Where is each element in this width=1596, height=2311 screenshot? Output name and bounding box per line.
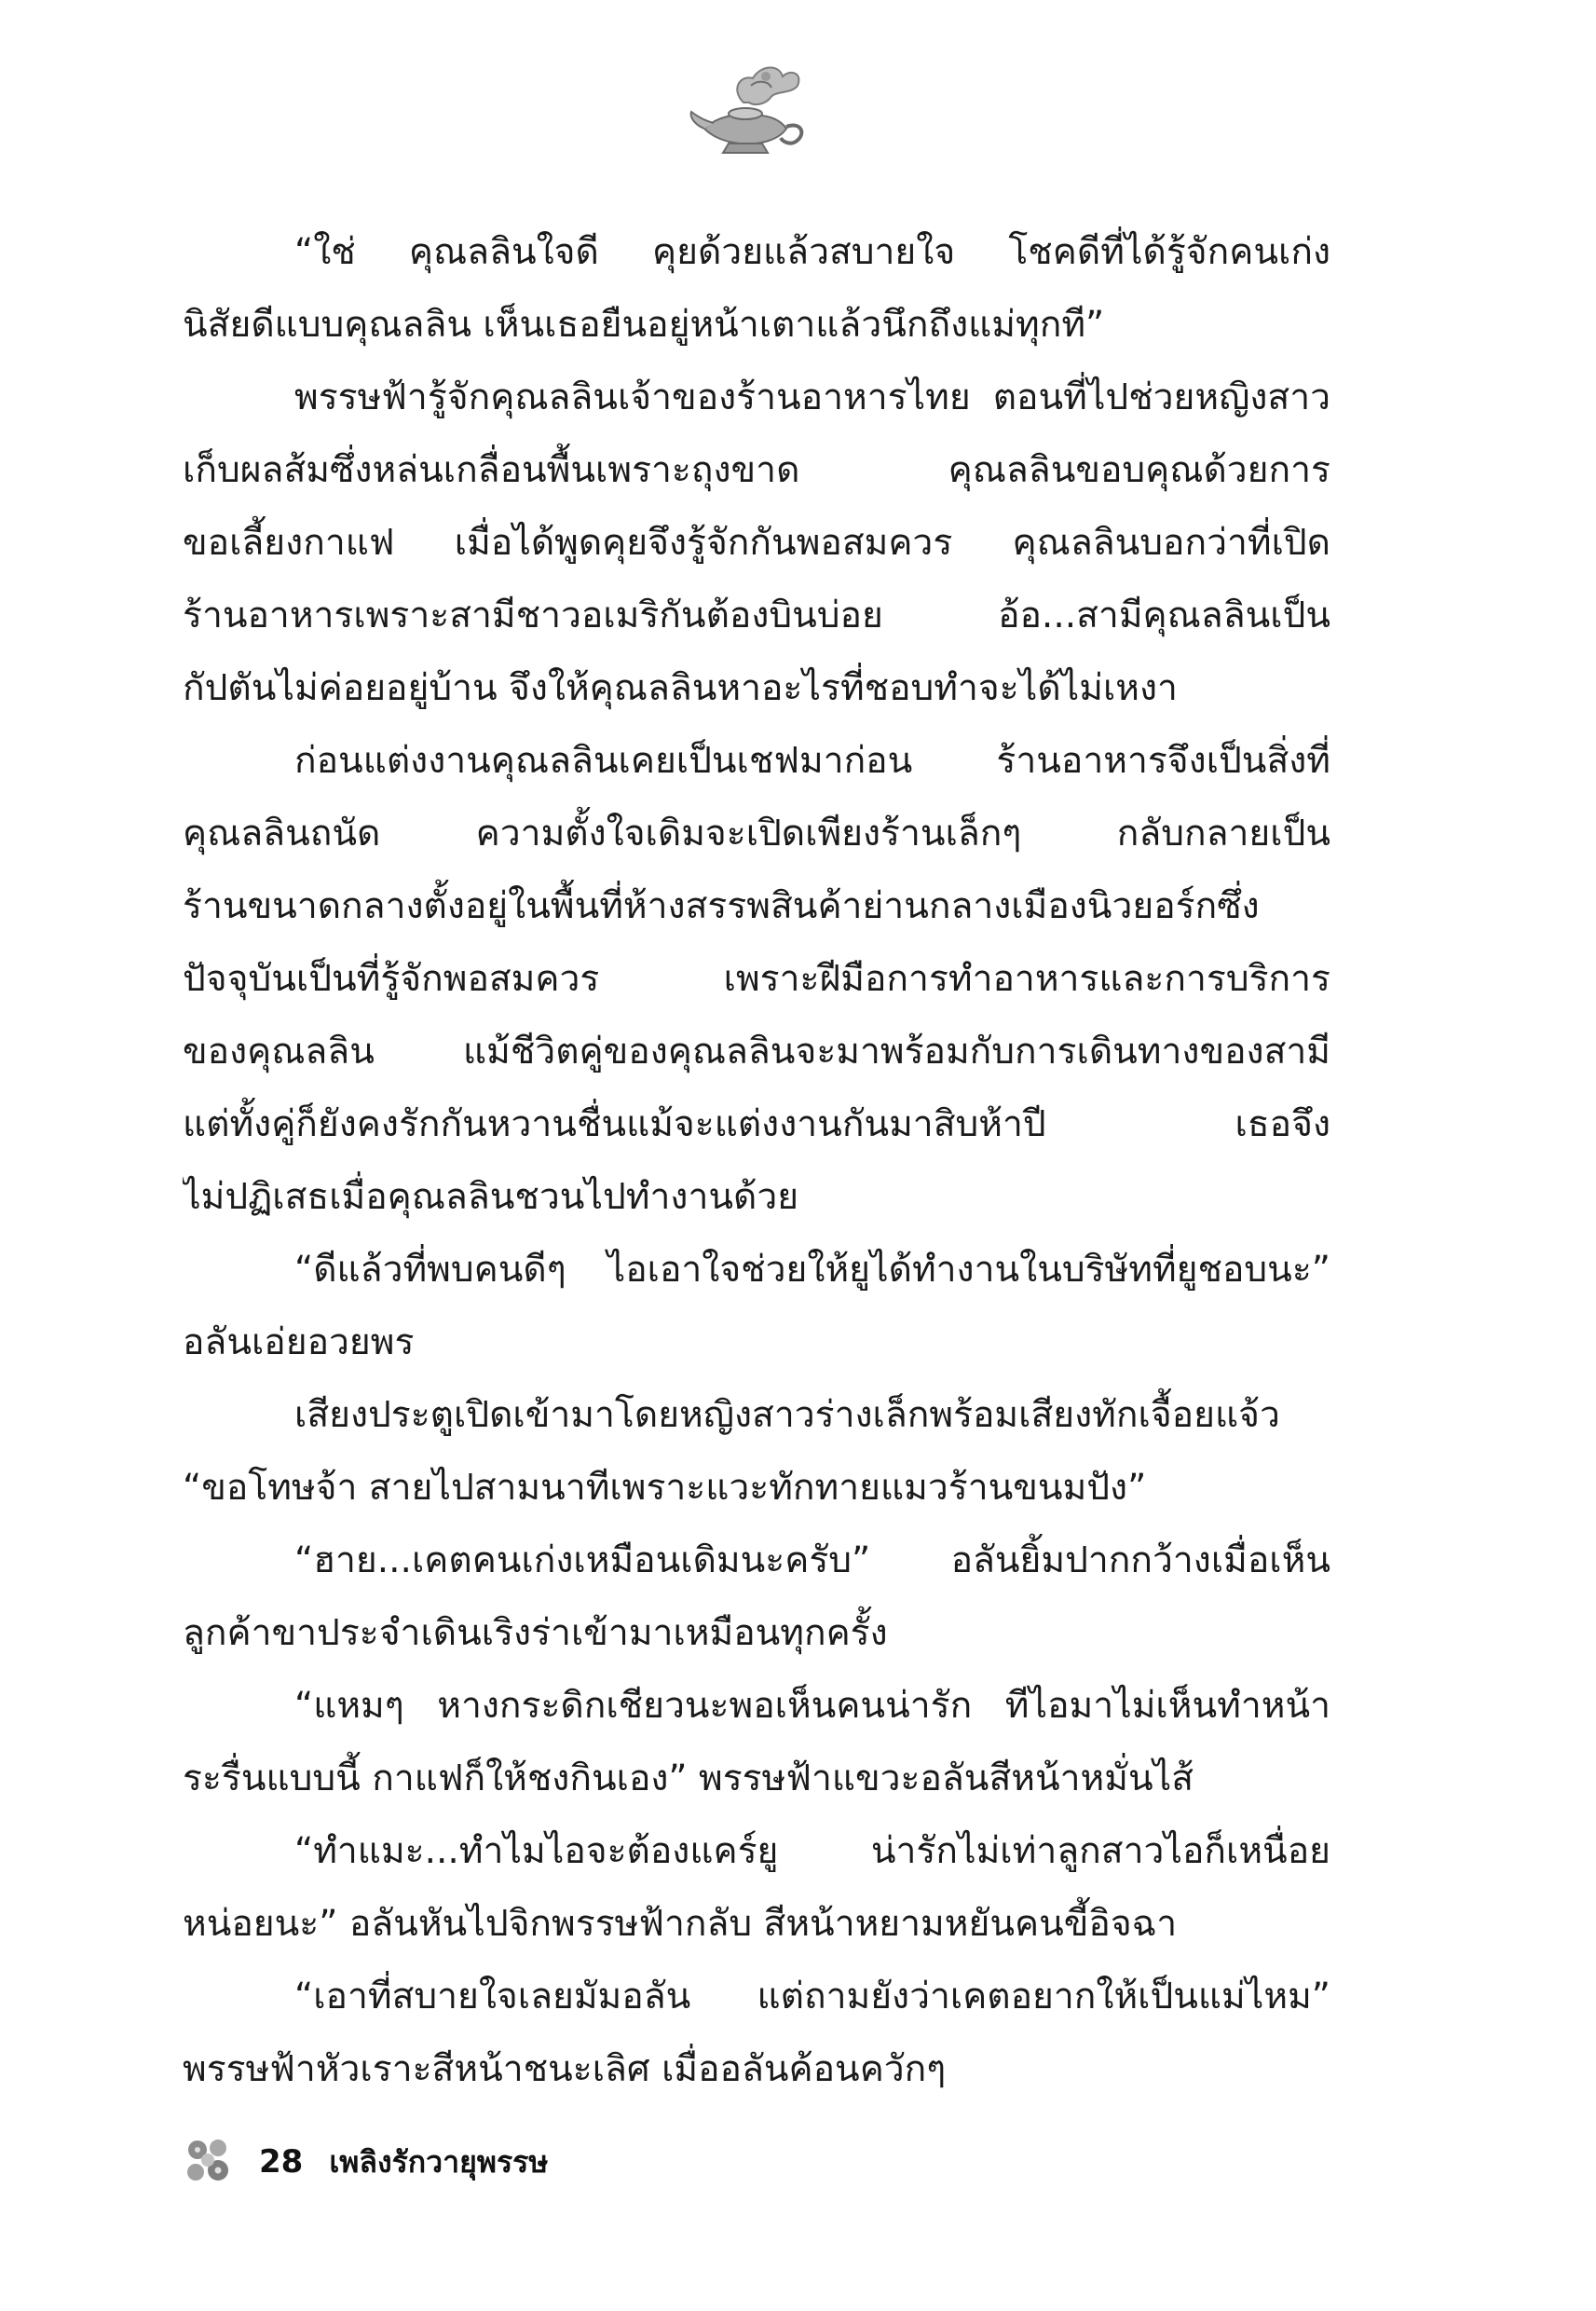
text-line: ปัจจุบันเป็นที่รู้จักพอสมควร เพราะฝีมือการทำอาหารและการบริการ — [183, 958, 1330, 1000]
text-line: เสียงประตูเปิดเข้ามาโดยหญิงสาวร่างเล็กพร้อมเสียงทักเจื้อยแจ้ว — [294, 1394, 1280, 1436]
paragraph-5 — [183, 1379, 1330, 1525]
text-line: “แหมๆ หางกระดิกเชียวนะพอเห็นคนน่ารัก ทีไอมาไม่เห็นทำหน้า — [294, 1685, 1330, 1727]
paragraph-3 — [183, 725, 1330, 1234]
paragraph-6 — [183, 1525, 1330, 1670]
paragraph-1 — [183, 216, 1330, 362]
text-line: ระรื่นแบบนี้ กาแฟก็ให้ชงกินเอง” พรรษฟ้าแขวะอลันสีหน้าหมั่นไส้ — [183, 1757, 1194, 1799]
text-line: ร้านขนาดกลางตั้งอยู่ในพื้นที่ห้างสรรพสินค้าย่านกลางเมืองนิวยอร์กซึ่ง — [183, 885, 1260, 927]
text-line: ขอเลี้ยงกาแฟ เมื่อได้พูดคุยจึงรู้จักกันพอสมควร คุณลลินบอกว่าที่เปิด — [183, 522, 1330, 564]
text-line: ไม่ปฏิเสธเมื่อคุณลลินชวนไปทำงานด้วย — [183, 1176, 799, 1218]
text-line: เก็บผลส้มซึ่งหล่นเกลื่อนพื้นเพราะถุงขาด คุณลลินขอบคุณด้วยการ — [183, 449, 1330, 491]
text-line: แต่ทั้งคู่ก็ยังคงรักกันหวานชื่นแม้จะแต่งงานกันมาสิบห้าปี เธอจึง — [183, 1103, 1330, 1145]
text-line: กัปตันไม่ค่อยอยู่บ้าน จึงให้คุณลลินหาอะไรที่ชอบทำจะได้ไม่เหงา — [183, 667, 1178, 709]
text-line: หน่อยนะ” อลันหันไปจิกพรรษฟ้ากลับ สีหน้าหยามหยันคนขี้อิจฉา — [183, 1903, 1178, 1945]
text-line: “ขอโทษจ้า สายไปสามนาทีเพราะแวะทักทายแมวร้านขนมปัง” — [183, 1467, 1147, 1509]
text-line: พรรษฟ้าหัวเราะสีหน้าชนะเลิศ เมื่ออลันค้อนควักๆ — [183, 2048, 947, 2090]
text-line: ลูกค้าขาประจำเดินเริงร่าเข้ามาเหมือนทุกครั้ง — [183, 1612, 888, 1654]
text-line: “ทำแมะ...ทำไมไอจะต้องแคร์ยู น่ารักไม่เท่าลูกสาวไอก็เหนื่อย — [294, 1830, 1330, 1872]
text-line: ของคุณลลิน แม้ชีวิตคู่ของคุณลลินจะมาพร้อมกับการเดินทางของสามี — [183, 1031, 1330, 1073]
text-line: นิสัยดีแบบคุณลลิน เห็นเธอยืนอยู่หน้าเตาแล้วนึกถึงแม่ทุกที” — [183, 304, 1105, 346]
text-line: ก่อนแต่งงานคุณลลินเคยเป็นเชฟมาก่อน ร้านอาหารจึงเป็นสิ่งที่ — [294, 740, 1330, 782]
page-footer — [183, 2134, 548, 2190]
text-line: “ดีแล้วที่พบคนดีๆ ไอเอาใจช่วยให้ยูได้ทำงานในบริษัทที่ยูชอบนะ” — [294, 1249, 1330, 1291]
text-line: คุณลลินถนัด ความตั้งใจเดิมจะเปิดเพียงร้านเล็กๆ กลับกลายเป็น — [183, 813, 1330, 855]
text-line: “เอาที่สบายใจเลยมัมอลัน แต่ถามยังว่าเคตอยากให้เป็นแม่ไหม” — [294, 1976, 1330, 2017]
genie-lamp-icon — [686, 48, 816, 160]
paragraph-9 — [183, 1961, 1330, 2106]
page-number: 28 — [259, 2143, 304, 2181]
book-title: เพลิงรักวายุพรรษ — [329, 2143, 549, 2180]
text-line: พรรษฟ้ารู้จักคุณลลินเจ้าของร้านอาหารไทย ตอนที่ไปช่วยหญิงสาว — [294, 376, 1330, 418]
flower-cluster-icon — [183, 2135, 237, 2189]
text-line: “ฮาย...เคตคนเก่งเหมือนเดิมนะครับ” อลันยิ้มปากกว้างเมื่อเห็น — [294, 1539, 1330, 1581]
text-line: อลันเอ่ยอวยพร — [183, 1321, 415, 1363]
paragraph-8 — [183, 1815, 1330, 1961]
text-line: “ใช่ คุณลลินใจดี คุยด้วยแล้วสบายใจ โชคดีที่ได้รู้จักคนเก่ง — [294, 231, 1330, 273]
paragraph-7 — [183, 1670, 1330, 1815]
paragraph-4 — [183, 1234, 1330, 1379]
paragraph-2 — [183, 362, 1330, 725]
body-text — [183, 216, 1330, 2106]
text-line: ร้านอาหารเพราะสามีชาวอเมริกันต้องบินบ่อย อ้อ...สามีคุณลลินเป็น — [183, 595, 1330, 636]
